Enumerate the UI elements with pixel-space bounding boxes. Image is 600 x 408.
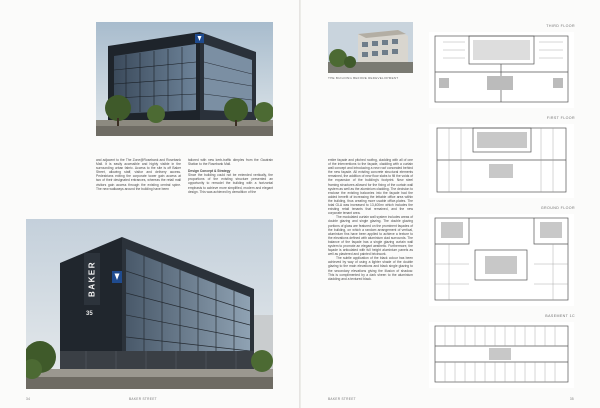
building-illustration-top — [96, 22, 273, 136]
before-photo-caption: THE BUILDING BEFORE REDEVELOPMENT — [328, 76, 399, 80]
plan-label-ground-floor: GROUND FLOOR — [540, 206, 575, 210]
left-body-text-1: and adjacent to the The Zone@Rosebank and Rosebank Mall. It is easily accessible and highly visible in the surrounding urban fabric. Access to the site is off Baker Street, allowing staff, visitor and delivery access. Pedestrians exiting the corporate tower gain access at two of their designated entrances, whereas the retail mall visitors gain access through the existing central spine. The new walkways around the building have been — [96, 158, 181, 191]
left-body-text-2: Since the building could not be extended vertically, the proportions of the existing structure presented an opportunity to remodel the building with a horizontal emphasis to achieve more simplified, modern and elegant design. This was achieved by demolition of the — [188, 173, 273, 194]
left-body-column-1 — [96, 158, 181, 191]
plan-label-first-floor: FIRST FLOOR — [546, 116, 575, 120]
right-body-text-2: The modulated curtain wall system includes areas of double glazing and single glazing. The double glazing portions of glass are featured on the prominent façades of the building, on which a random arrangement of vertical, aluminium fins have been applied to achieve a texture to the elevations defined with aluminium clad surrounds. The balance of the façade has a single glazing curtain wall system to promote an elegant aesthetic. Furthermore, the façade is articulated with full height aluminium panels as well as plastered and painted brickwork. — [328, 215, 413, 257]
building-sign — [84, 253, 100, 305]
right-page — [301, 0, 600, 408]
left-page — [0, 0, 299, 408]
building-illustration-bottom — [26, 219, 273, 389]
left-running-head: BAKER STREET — [129, 397, 157, 401]
building-photo-bottom — [26, 219, 273, 389]
plan-ground-floor — [429, 214, 574, 306]
plan-first-floor — [429, 124, 574, 198]
building-sign-number: 35 — [86, 311, 93, 317]
right-body-text-3: The subtle application of the black colour has been achieved by way of using a lighter shade of the double glazing to the main elevations and black single glazing to the secondary elevations giving the illusion of shadow. This is complimented by a dark sheen to the aluminium cladding and a textured black. — [328, 256, 413, 281]
plan-first-floor-drawing — [429, 124, 574, 198]
left-body-column-2 — [188, 158, 273, 194]
right-body-text-1: entire façade and pitched roofing, cladding with all of one of the interventions to the façade, cladding with a curtain wall concept and introducing a new roof concealed behind the new façade. All existing concrete structural elements remained, the addition of new floor slabs to fill the voids of the expansion of the building's footprint. New steel framing structures allowed for the fixing of the curtain wall system as well as the aluminium cladding. The decision to enclose the existing balconies into the façade had the added benefit of increasing the lettable office area within the building, thus creating more usable office-plates. The total GLA was increased to 13,400m² which includes the existing retail tenants that remained, and the new corporate tenant area. — [328, 158, 413, 216]
left-page-number: 34 — [26, 397, 31, 401]
plan-label-basement: BASEMENT 1C — [545, 314, 575, 318]
before-photo — [328, 22, 413, 73]
plan-basement-drawing — [429, 322, 574, 388]
plan-third-floor — [429, 32, 574, 108]
right-page-number: 35 — [569, 397, 574, 401]
building-photo-top — [96, 22, 273, 136]
plan-third-floor-drawing — [429, 32, 574, 108]
plan-ground-floor-drawing — [429, 214, 574, 306]
building-sign-text: BAKER — [87, 261, 97, 297]
plan-label-third-floor: THIRD FLOOR — [546, 24, 575, 28]
before-illustration — [328, 22, 413, 73]
right-running-head: BAKER STREET — [328, 397, 356, 401]
left-body-intro: tailored with new kerb-traffic dimples from the Gautrain Station to the Rosebank Mall. — [188, 158, 273, 167]
right-body-column — [328, 158, 413, 281]
section-heading: Design Concept & Strategy — [188, 169, 231, 174]
plan-basement — [429, 322, 574, 388]
